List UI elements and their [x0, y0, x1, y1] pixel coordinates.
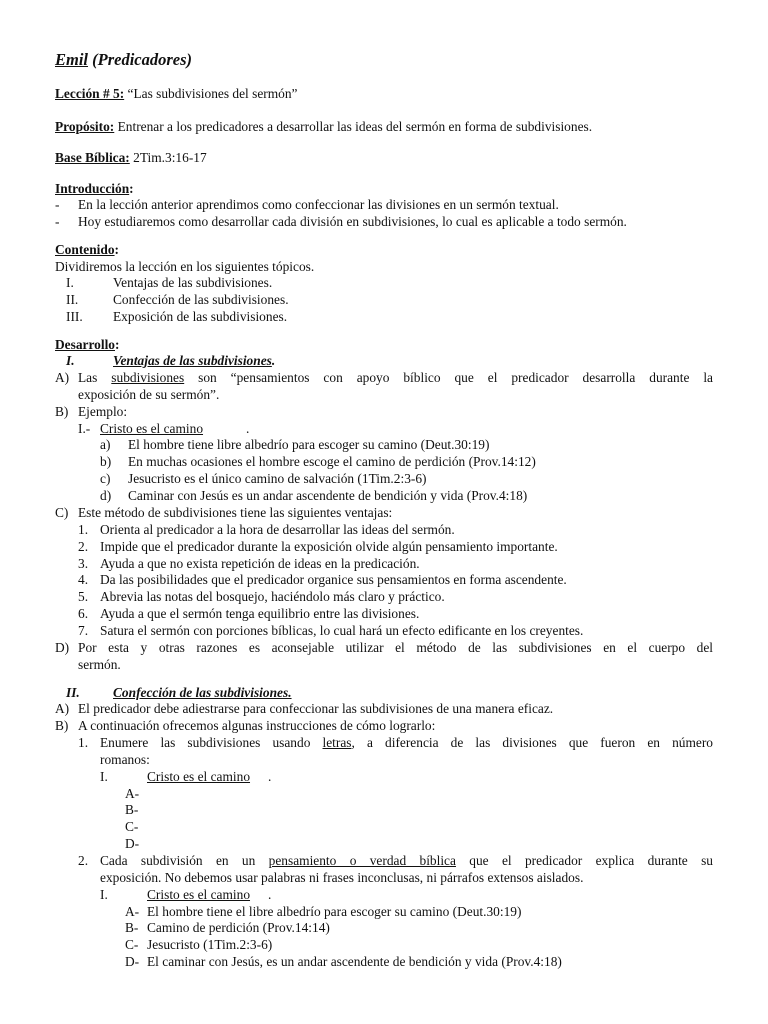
instruction-2-term: pensamiento o verdad bíblica: [268, 853, 456, 868]
sec1-b-text: Ejemplo:: [78, 404, 128, 419]
sec2-a-text: El predicador debe adiestrarse para confeccionar las subdivisiones de una manera eficaz.: [78, 701, 554, 716]
section-1-title-text: Ventajas de las subdivisiones: [113, 353, 272, 368]
advantage-text: Ayuda a que no exista repetición de ideas en la predicación.: [100, 556, 420, 571]
example-num: I.: [100, 887, 108, 902]
example-title: Cristo es el camino: [100, 421, 204, 436]
example-item-text: Jesucristo es el único camino de salvación (1Tim.2:3-6): [128, 471, 427, 486]
leccion-line: [55, 86, 297, 103]
sec2-b-letter: B): [55, 718, 69, 733]
section-2-num: II.: [66, 685, 80, 700]
proposito-label: Propósito:: [55, 119, 115, 134]
sec1-d-line1: Por esta y otras razones es aconsejable utilizar el método de las subdivisiones en el cuerpo del: [78, 640, 713, 655]
section-2-title: Confección de las subdivisiones.: [113, 685, 292, 700]
instruction-1-post: , a diferencia de las divisiones que fueron en número: [351, 735, 713, 750]
example-num: I.: [100, 769, 108, 784]
sec1-b-letter: B): [55, 404, 69, 419]
introduccion-heading: Introducción:: [55, 181, 134, 196]
intro-item-text: Hoy estudiaremos como desarrollar cada división en subdivisiones, lo cual es aplicable a todo sermón.: [78, 214, 627, 229]
sec1-c-letter: C): [55, 505, 69, 520]
contenido-item-text: Ventajas de las subdivisiones.: [113, 275, 273, 290]
advantage-text: Da las posibilidades que el predicador organice sus pensamientos en forma ascendente.: [100, 572, 567, 587]
section-1-num: I.: [66, 353, 75, 368]
desarrollo-label: Desarrollo: [55, 337, 115, 352]
advantage-text: Ayuda a que el sermón tenga equilibrio entre las divisiones.: [100, 606, 420, 621]
base-biblica-line: [55, 150, 207, 167]
example-letter: C-: [125, 819, 139, 834]
advantage-num: 6.: [78, 606, 89, 621]
contenido-item-num: III.: [66, 309, 83, 324]
intro-item: -: [55, 197, 60, 212]
instruction-1-line2: romanos:: [100, 752, 150, 767]
example-item-text: Caminar con Jesús es un andar ascendente de bendición y vida (Prov.4:18): [128, 488, 528, 503]
example-item-letter: b): [100, 454, 112, 469]
instruction-2-pre: Cada subdivisión en un: [100, 853, 269, 868]
sec1-a-letter: A): [55, 370, 70, 385]
instruction-1-pre: Enumere las subdivisiones usando: [100, 735, 323, 750]
leccion-label: Lección # 5:: [55, 86, 125, 101]
advantage-num: 3.: [78, 556, 89, 571]
sec1-a-text: [78, 370, 713, 387]
example-item-text: Camino de perdición (Prov.14:14): [147, 920, 330, 935]
instruction-2-text: [100, 853, 713, 870]
advantage-num: 4.: [78, 572, 89, 587]
contenido-heading: Contenido:: [55, 242, 119, 257]
example-item-letter: A-: [125, 904, 140, 919]
contenido-item-num: II.: [66, 292, 79, 307]
example-title: Cristo es el camino: [147, 887, 251, 902]
document-page: Emil (Predicadores) Lección # 5: “Las subdivisiones del sermón” Propósito: Entrenar a los predicadores a desarrollar las ideas del sermón en forma de subdivisiones. Base Bíblica: 2Tim.3:16-17 Introducción: - En la lección anterior aprendimos como confeccionar las divisiones en un sermón textual. - Hoy estudiaremos como desarrollar cada división en subdivisiones, lo cual es aplicable a todo sermón. Contenido: Dividiremos la lección en los siguientes tópicos. I. Ventajas de las subdivisiones. II. Confección de las subdivisiones. III. Exposición de las subdivisiones. Desarrollo: I. Ventajas de las subdivisiones. A) Las subdivisiones son “pensamientos con apoyo bíblico que el predicador desarrolla durante la exposición de su sermón”. B) Ejemplo: I.- Cristo es el camino . a) El hombre tiene libre albedrío para escoger su camino (Deut.30:19) b) En muchas ocasiones el hombre escoge el camino de perdición (Prov.14:12) c) Jesucristo es el único camino de salvación (1Tim.2:3-6) d) Caminar con Jesús es un andar ascendente de bendición y vida (Prov.4:18) C) Este método de subdivisiones tiene las siguientes ventajas: 1. Orienta al predicador a la hora de desarrollar las ideas del sermón. 2. Impide que el predicador durante la exposición olvide algún pensamiento importante. 3. Ayuda a que no exista repetición de ideas en la predicación. 4. Da las posibilidades que el predicador organice sus pensamientos en forma ascendente. 5. Abrevia las notas del bosquejo, haciéndolo más claro y práctico. 6. Ayuda a que el sermón tenga equilibrio entre las divisiones. 7. Satura el sermón con porciones bíblicas, lo cual hará un efecto edificante en los creyentes. D) Por esta y otras razones es aconsejable utilizar el método de las subdivisiones en el cuerpo del sermón. II. Confección de las subdivisiones. A) El predicador debe adiestrarse para confeccionar las subdivisiones de una manera eficaz. B) A continuación ofrecemos algunas instrucciones de cómo lograrlo: 1. Enumere las subdivisiones usando letras, a diferencia de las divisiones que fueron en número romanos: I. Cristo es el camino . A- B- C- D- 2. Cada subdivisión en un pensamiento o verdad bíblica que el predicador explica durante su exposición. No debemos usar palabras ni frases inconclusas, ni párrafos extensos aislados. I. Cristo es el camino . A- El hombre tiene el libre albedrío para escoger su camino (Deut.30:19) B- Camino de perdición (Prov.14:14) C- Jesucristo (1Tim.2:3-6) D- El caminar con Jesús, es un andar ascendente de bendición y vida (Prov.4:18): [55, 50, 713, 969]
instruction-2-line2: exposición. No debemos usar palabras ni frases inconclusas, ni párrafos extensos aislados.: [100, 870, 584, 885]
title-name: Emil: [55, 50, 89, 69]
section-1-title: Ventajas de las subdivisiones.: [113, 353, 276, 368]
desarrollo-heading: Desarrollo:: [55, 337, 120, 352]
example-num: I.-: [78, 421, 91, 436]
base-biblica-label: Base Bíblica:: [55, 150, 130, 165]
example-title: Cristo es el camino: [147, 769, 251, 784]
advantage-text: Abrevia las notas del bosquejo, haciéndolo más claro y práctico.: [100, 589, 445, 604]
intro-item: -: [55, 214, 60, 229]
sec1-c-text: Este método de subdivisiones tiene las siguientes ventajas:: [78, 505, 393, 520]
instruction-2-post: que el predicador explica durante su: [455, 853, 713, 868]
instruction-1-term: letras: [322, 735, 352, 750]
advantage-text: Orienta al predicador a la hora de desarrollar las ideas del sermón.: [100, 522, 455, 537]
instruction-1-text: [100, 735, 713, 752]
advantage-num: 2.: [78, 539, 89, 554]
example-letter: D-: [125, 836, 140, 851]
contenido-item-num: I.: [66, 275, 74, 290]
contenido-intro: Dividiremos la lección en los siguientes tópicos.: [55, 259, 315, 274]
sec1-a-term: subdivisiones: [111, 370, 185, 385]
contenido-item-text: Confección de las subdivisiones.: [113, 292, 289, 307]
advantage-num: 1.: [78, 522, 89, 537]
introduccion-label: Introducción: [55, 181, 130, 196]
example-item-text: En muchas ocasiones el hombre escoge el camino de perdición (Prov.14:12): [128, 454, 536, 469]
sec1-d-line2: sermón.: [78, 657, 121, 672]
example-item-letter: C-: [125, 937, 139, 952]
base-biblica-value: 2Tim.3:16-17: [129, 150, 207, 165]
example-item-text: El hombre tiene el libre albedrío para escoger su camino (Deut.30:19): [147, 904, 522, 919]
sec1-a-line2: exposición de su sermón”.: [78, 387, 220, 402]
instruction-1-num: 1.: [78, 735, 89, 750]
advantage-text: Impide que el predicador durante la exposición olvide algún pensamiento importante.: [100, 539, 558, 554]
contenido-label: Contenido: [55, 242, 115, 257]
example-letter: B-: [125, 802, 139, 817]
example-item-letter: D-: [125, 954, 140, 969]
proposito-value: Entrenar a los predicadores a desarrollar las ideas del sermón en forma de subdivisiones.: [114, 119, 593, 134]
sec1-d-letter: D): [55, 640, 70, 655]
example-item-letter: B-: [125, 920, 139, 935]
leccion-value: “Las subdivisiones del sermón”: [124, 86, 298, 101]
contenido-item-text: Exposición de las subdivisiones.: [113, 309, 288, 324]
document-title: [55, 52, 192, 69]
example-item-text: El caminar con Jesús, es un andar ascendente de bendición y vida (Prov.4:18): [147, 954, 562, 969]
sec1-a-post: son “pensamientos con apoyo bíblico que el predicador desarrolla durante la: [184, 370, 713, 385]
instruction-2-num: 2.: [78, 853, 89, 868]
advantage-num: 5.: [78, 589, 89, 604]
sec2-b-text: A continuación ofrecemos algunas instrucciones de cómo lograrlo:: [78, 718, 436, 733]
example-letter: A-: [125, 786, 140, 801]
intro-item-text: En la lección anterior aprendimos como confeccionar las divisiones en un sermón textual.: [78, 197, 559, 212]
proposito-line: [55, 119, 592, 136]
example-item-letter: c): [100, 471, 111, 486]
advantage-text: Satura el sermón con porciones bíblicas, lo cual hará un efecto edificante en los creyentes.: [100, 623, 584, 638]
example-item-text: Jesucristo (1Tim.2:3-6): [147, 937, 273, 952]
title-rest: (Predicadores): [88, 50, 193, 69]
example-item-text: El hombre tiene libre albedrío para escoger su camino (Deut.30:19): [128, 437, 490, 452]
example-item-letter: d): [100, 488, 112, 503]
sec2-a-letter: A): [55, 701, 70, 716]
advantage-num: 7.: [78, 623, 89, 638]
sec1-a-pre: Las: [78, 370, 112, 385]
example-item-letter: a): [100, 437, 111, 452]
